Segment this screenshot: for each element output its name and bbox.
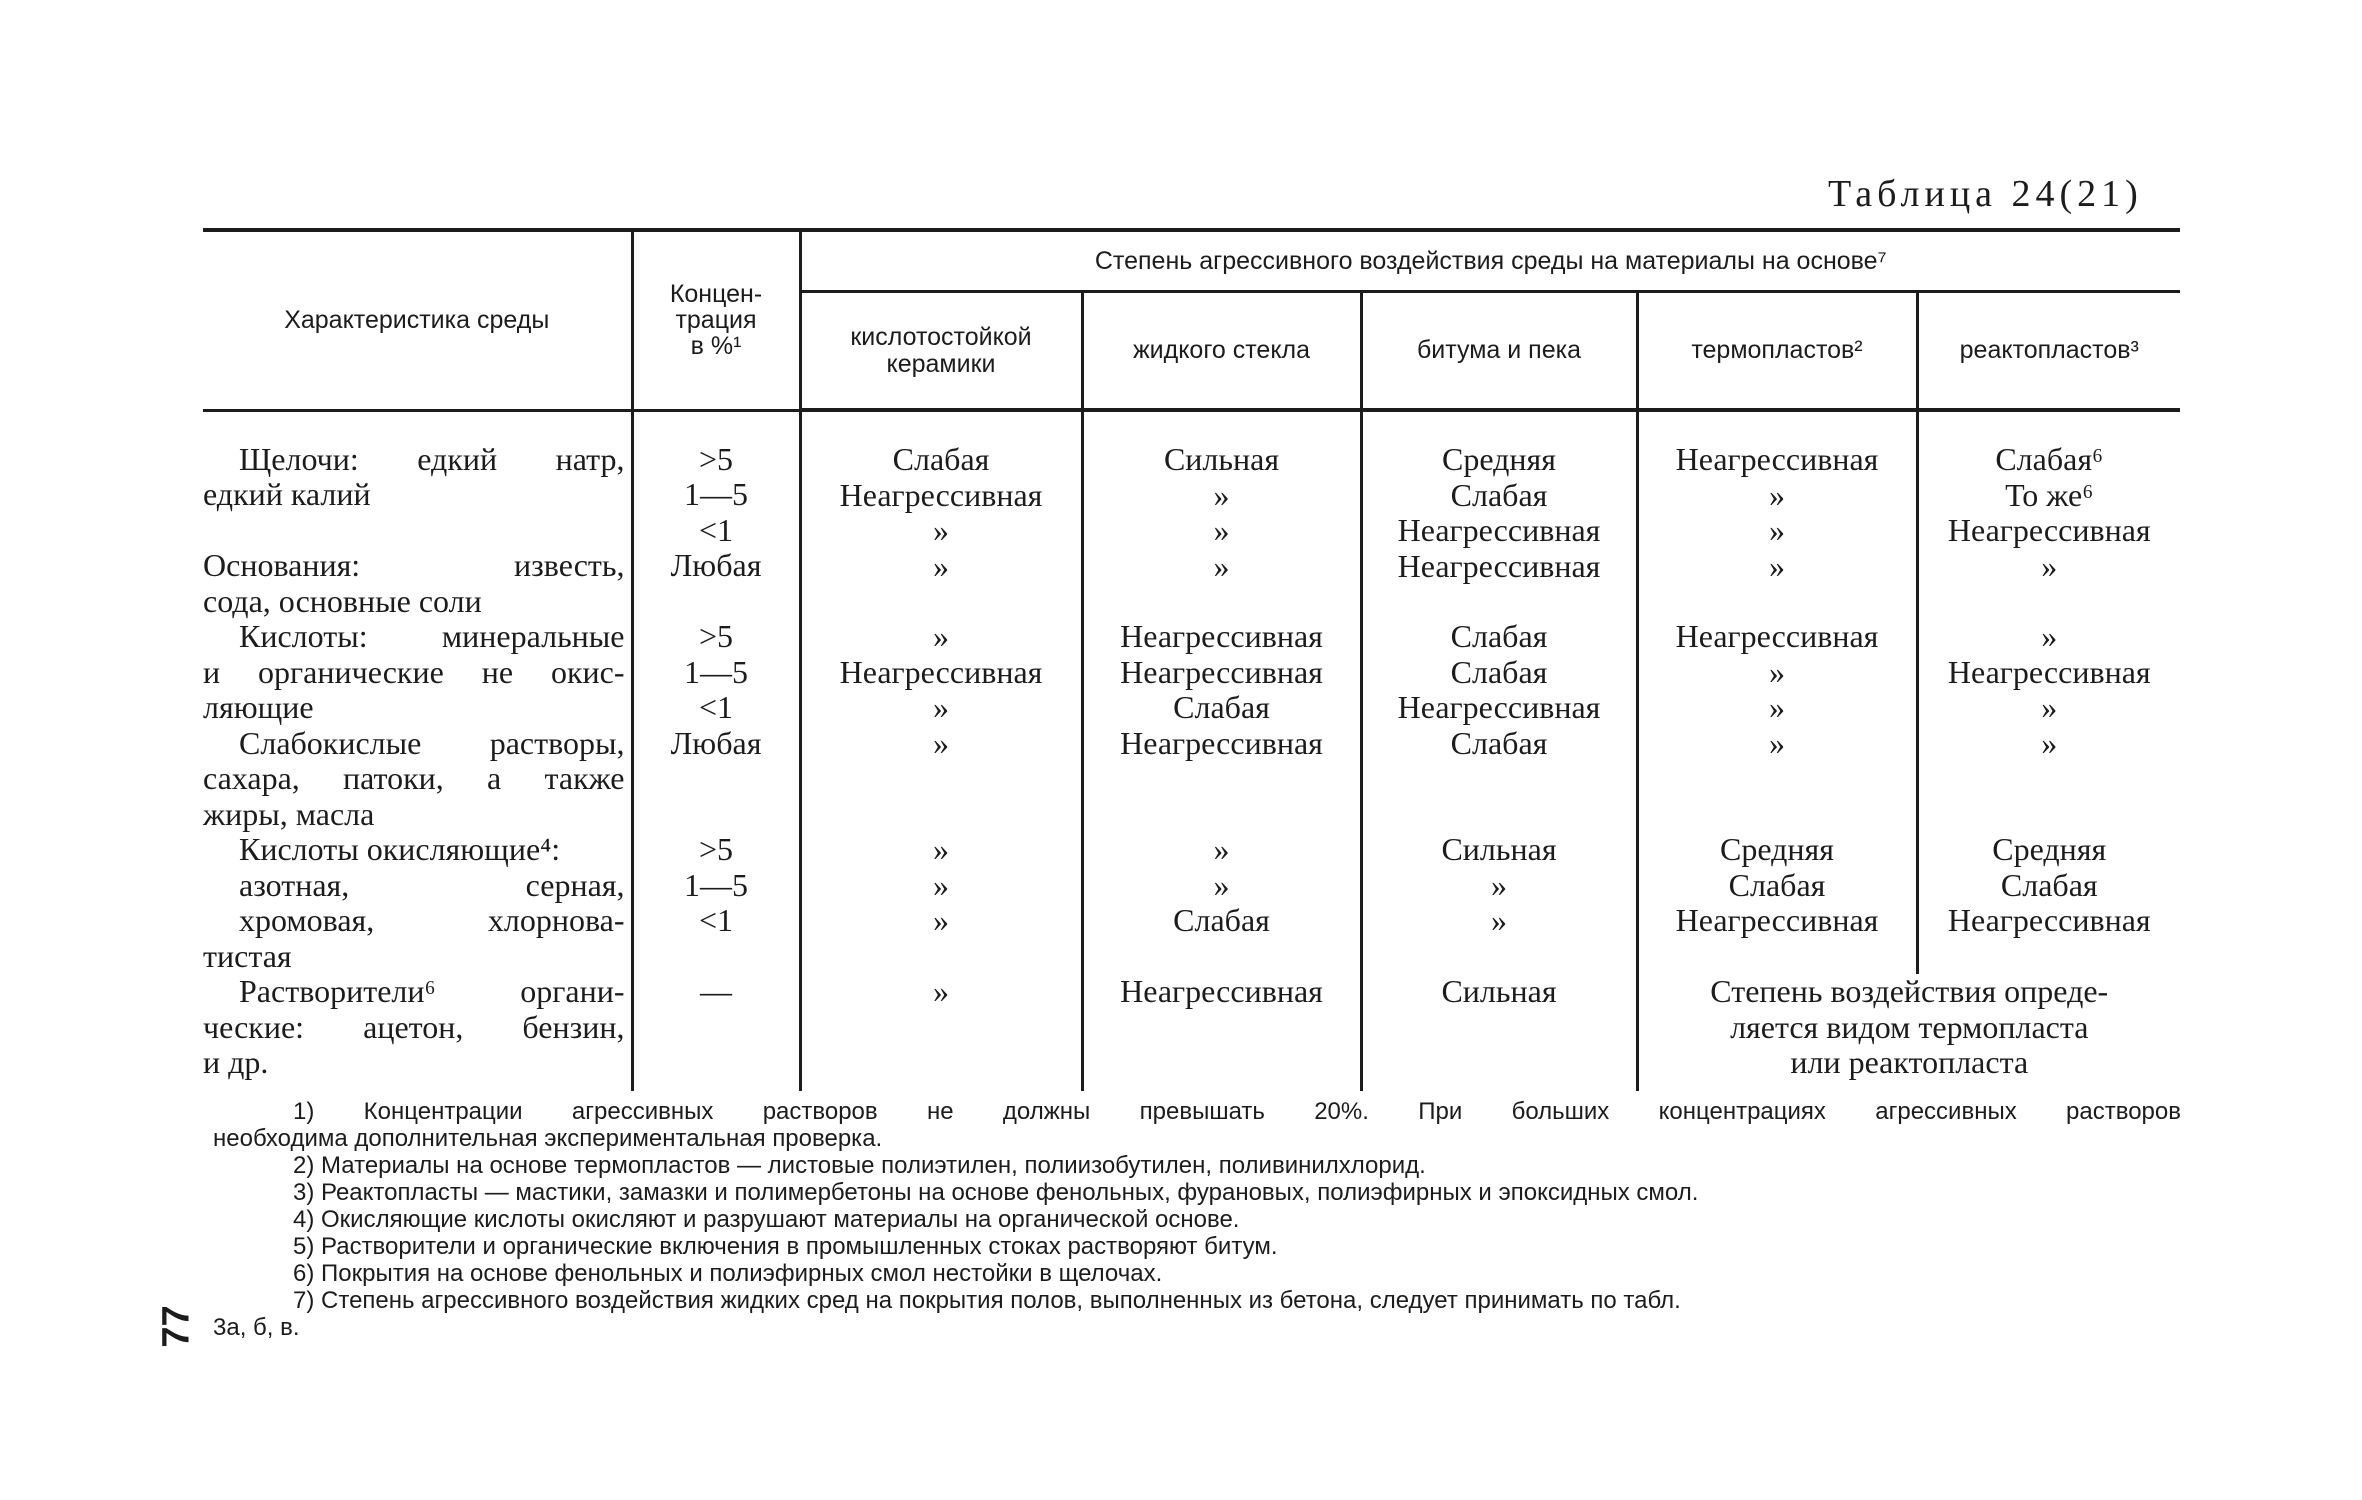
footnote: 3) Реактопласты — мастики, замазки и полимербетоны на основе фенольных, фурановых, полиэфирных и эпоксидных смол. (293, 1179, 1699, 1206)
cell-reactoplastics: Слабая⁶ То же⁶ Неагрессивная » (1917, 410, 2180, 619)
cell-bitumen: Слабая Слабая Неагрессивная Слабая (1361, 619, 1637, 832)
header-group: Степень агрессивного воздействия среды на материалы на основе⁷ (800, 230, 2180, 292)
cell-concentration: >5 1—5 <1 Любая (632, 619, 800, 832)
footnote: 5) Растворители и органические включения в промышленных стоках растворяют битум. (293, 1233, 1278, 1260)
cell-ceramics: » (800, 974, 1082, 1091)
char-line: ляющие (203, 689, 314, 725)
char-line: Кислоты: минеральные (239, 618, 625, 654)
char-line: ческие: ацетон, бензин, (203, 1008, 625, 1045)
header-liquid-glass: жидкого стекла (1082, 292, 1361, 411)
cell-ceramics: » Неагрессивная » » (800, 619, 1082, 832)
cell-liquid-glass: Неагрессивная (1082, 974, 1361, 1091)
cell-ceramics: Слабая Неагрессивная » » (800, 410, 1082, 619)
cell-liquid-glass: Сильная » » » (1082, 410, 1361, 619)
char-line (203, 513, 625, 549)
row-characteristic (203, 832, 632, 974)
header-thermoplastics: термопластов² (1637, 292, 1917, 411)
header-characteristic: Характеристика среды (203, 230, 632, 410)
char-line: жиры, масла (203, 795, 375, 832)
footnote: необходима дополнительная экспериментальная проверка. (213, 1125, 883, 1152)
header-ceramics: кислотостойкой керамики (800, 292, 1082, 411)
char-line: Основания: известь, (203, 547, 625, 583)
cell-thermoplastics: Средняя Слабая Неагрессивная (1637, 832, 1917, 974)
footnote: 1) Концентрации агрессивных растворов не должны превышать 20%. При больших концентрациях агрессивных растворов (293, 1098, 2181, 1125)
char-line: тистая (203, 937, 292, 974)
char-line: и органические не окис- (203, 653, 625, 690)
char-line: и др. (203, 1044, 269, 1080)
char-line: хромовая, хлорнова- (239, 902, 625, 938)
cell-thermoplastics: Неагрессивная » » » (1637, 410, 1917, 619)
cell-concentration: >5 1—5 <1 (632, 832, 800, 974)
char-line: Щелочи: едкий натр, (239, 440, 625, 477)
cell-concentration: >5 1—5 <1 Любая (632, 410, 800, 619)
header-reactoplastics: реактопластов³ (1917, 292, 2180, 411)
cell-bitumen: Средняя Слабая Неагрессивная Неагрессивная (1361, 410, 1637, 619)
cell-reactoplastics: Средняя Слабая Неагрессивная (1917, 832, 2180, 974)
footnotes (213, 1098, 2181, 1341)
footnote: 6) Покрытия на основе фенольных и полиэфирных смол нестойки в щелочах. (293, 1260, 1163, 1287)
footnote: 2) Материалы на основе термопластов — листовые полиэтилен, полиизобутилен, поливинилхлорид. (293, 1152, 1426, 1179)
table-caption: Таблица 24(21) (1828, 173, 2143, 215)
cell-bitumen: Сильная (1361, 974, 1637, 1091)
footnote: 3а, б, в. (213, 1314, 300, 1341)
cell-liquid-glass: » » Слабая (1082, 832, 1361, 974)
table-row (203, 974, 2180, 1091)
char-line: азотная, серная, (239, 866, 625, 903)
cell-reactoplastics: » Неагрессивная » » (1917, 619, 2180, 832)
page-number: 77 (155, 1305, 198, 1348)
char-line: сода, основные соли (203, 582, 482, 619)
cell-thermoplastics: Неагрессивная » » » (1637, 619, 1917, 832)
char-line: едкий калий (203, 476, 371, 512)
cell-ceramics: » » » (800, 832, 1082, 974)
aggressiveness-table (203, 228, 2180, 1091)
char-line: Кислоты окисляющие⁴: (239, 831, 561, 867)
char-line: сахара, патоки, а также (203, 760, 625, 796)
row-characteristic (203, 619, 632, 832)
footnote: 7) Степень агрессивного воздействия жидких сред на покрытия полов, выполненных из бетона, следует принимать по табл. (293, 1287, 1681, 1314)
header-concentration: Концен- трация в %¹ (632, 230, 800, 410)
char-line: Слабокислые растворы, (239, 724, 625, 761)
footnote: 4) Окисляющие кислоты окисляют и разрушают материалы на органической основе. (293, 1206, 1240, 1233)
row-characteristic (203, 974, 632, 1091)
header-bitumen: битума и пека (1361, 292, 1637, 411)
char-line: Растворители⁶ органи- (239, 973, 625, 1009)
row-characteristic (203, 410, 632, 619)
table-row (203, 410, 2180, 619)
table-row (203, 619, 2180, 832)
cell-liquid-glass: Неагрессивная Неагрессивная Слабая Неагрессивная (1082, 619, 1361, 832)
cell-merged-plastics: Степень воздействия опреде- ляется видом термопласта или реактопласта (1637, 974, 2180, 1091)
table-row (203, 832, 2180, 974)
cell-bitumen: Сильная » » (1361, 832, 1637, 974)
cell-concentration: — (632, 974, 800, 1091)
